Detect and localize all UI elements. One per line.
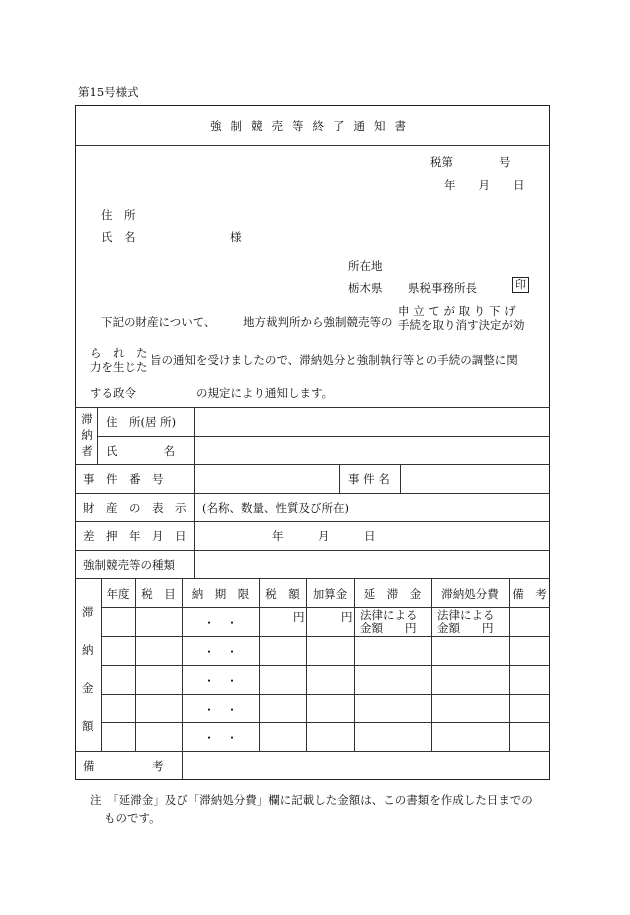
body-line1-b: 地方裁判所から強制競売等の [243, 315, 393, 329]
body-line1-a: 下記の財産について、 [101, 315, 216, 329]
addressee-name-label: 氏 名 [101, 230, 136, 244]
name-label: 氏 名 [106, 444, 175, 458]
line [75, 493, 550, 494]
due-date-dots: ・ ・ [203, 731, 238, 745]
line [400, 464, 401, 493]
property-display-label: 財 産 の 表 示 [83, 501, 187, 515]
line [135, 578, 136, 751]
title-divider [75, 145, 550, 146]
due-date-dots: ・ ・ [203, 674, 238, 688]
line [101, 665, 550, 666]
seizure-date-label: 差 押 年 月 日 [83, 529, 187, 543]
address-residence-label: 住 所(居 所) [106, 415, 177, 429]
line [182, 751, 183, 780]
delinquent-label: 滞納者 [81, 412, 93, 458]
issue-date: 年 月 日 [444, 178, 525, 192]
yen-additional: 円 [341, 610, 353, 624]
col-tax-amount: 税 額 [265, 587, 300, 601]
col-due-date: 納 期 限 [191, 587, 250, 601]
footnote-line1: 注 「延滞金」及び「滞納処分費」欄に記載した金額は、この書類を作成した日までの [90, 793, 533, 807]
legal-amount-disposition: 法律による 金額 円 [437, 608, 495, 635]
form-title: 強制競売等終了通知書 [210, 119, 415, 133]
sender-prefecture: 栃木県 [348, 281, 383, 295]
col-additional: 加算金 [312, 587, 348, 601]
due-date-dots: ・ ・ [203, 645, 238, 659]
line [182, 578, 183, 751]
line [101, 722, 550, 723]
footnote-line2: ものです。 [104, 811, 161, 825]
yen-tax: 円 [293, 610, 305, 624]
line [431, 578, 432, 751]
addressee-address-label: 住 所 [101, 208, 136, 222]
sender-office: 県税事務所長 [408, 281, 477, 295]
line [101, 694, 550, 695]
col-year: 年度 [106, 587, 130, 601]
col-disposition-cost: 滞納処分費 [441, 587, 499, 601]
line [194, 407, 195, 578]
due-date-dots: ・ ・ [203, 703, 238, 717]
col-remarks: 備 考 [512, 587, 547, 601]
body-line3-b: の規定により通知します。 [196, 386, 334, 400]
body-option-2: ら れ た 力を生じた [90, 346, 148, 374]
line [509, 578, 510, 751]
line [101, 578, 102, 751]
auction-type-label: 強制競売等の種類 [83, 558, 175, 572]
legal-amount-late: 法律による 金額 円 [360, 608, 418, 635]
table-top-line [75, 407, 550, 408]
case-name-label: 事 件 名 [348, 472, 390, 486]
line [75, 578, 550, 579]
amount-side-3: 金 [82, 681, 94, 695]
property-display-note: (名称、数量、性質及び所在) [202, 501, 349, 515]
body-line3-a: する政令 [90, 386, 136, 400]
line [75, 464, 550, 465]
sender-location-label: 所在地 [348, 259, 383, 273]
honorific: 様 [230, 230, 242, 244]
seizure-date-value: 年 月 日 [272, 529, 376, 543]
amount-side-1: 滞 [82, 605, 94, 619]
line [97, 407, 98, 464]
amount-side-2: 納 [82, 643, 94, 657]
body-option-1: 申 立 て が 取 り 下 げ 手続を取り消す決定が効 [398, 304, 525, 332]
seal-mark: 印 [512, 277, 529, 293]
col-late-fee: 延 滞 金 [363, 587, 422, 601]
line [354, 578, 355, 751]
line [259, 578, 260, 751]
line [75, 521, 550, 522]
line [306, 578, 307, 751]
line [75, 751, 550, 752]
line [75, 550, 550, 551]
line [101, 636, 550, 637]
tax-number: 税第 号 [430, 155, 511, 169]
remarks-label: 備 考 [83, 759, 164, 773]
col-tax-item: 税 目 [141, 587, 176, 601]
line [97, 436, 550, 437]
case-number-label: 事 件 番 号 [83, 472, 164, 486]
form-number: 第15号様式 [78, 85, 139, 99]
body-line2: 旨の通知を受けましたので、滞納処分と強制執行等との手続の調整に関 [150, 353, 518, 367]
line [339, 464, 340, 493]
due-date-dots: ・ ・ [203, 616, 238, 630]
amount-side-4: 額 [82, 719, 94, 733]
